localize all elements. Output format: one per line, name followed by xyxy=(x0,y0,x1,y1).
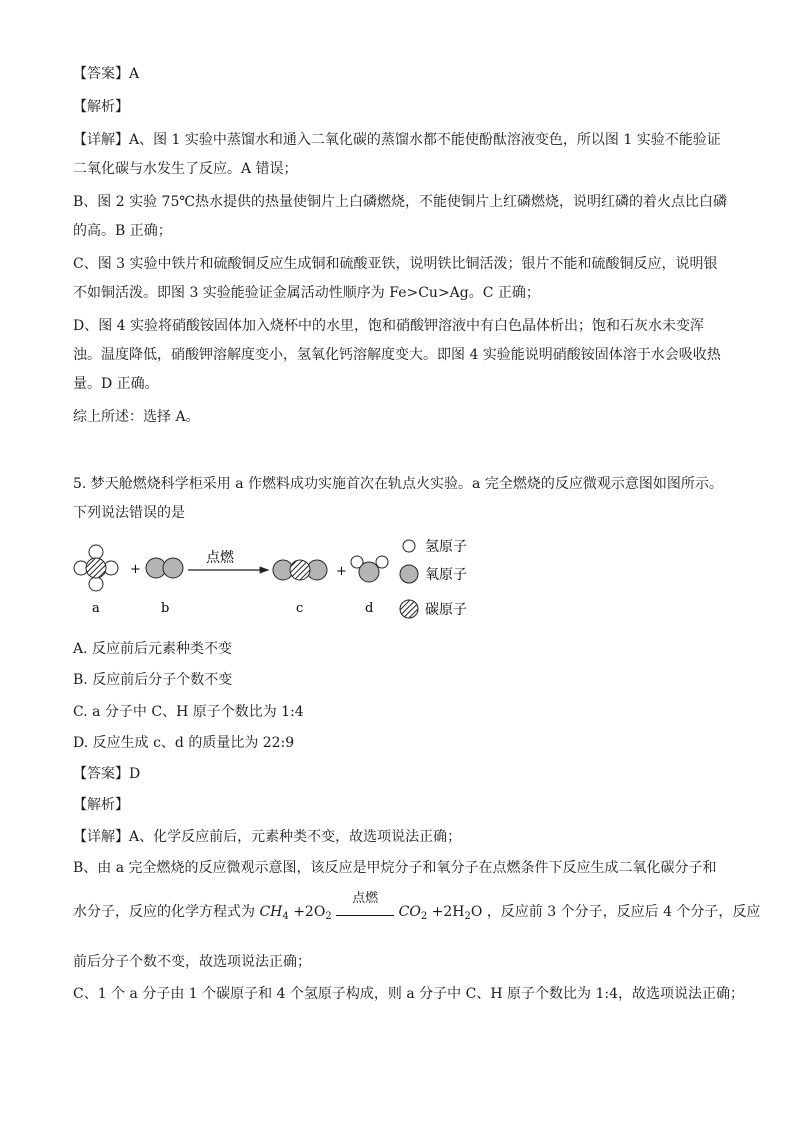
reaction-condition: 点燃 xyxy=(336,905,394,916)
hydrogen-atom xyxy=(89,545,103,559)
detail-line: 二氧化碳与水发生了反应。A 错误； xyxy=(73,161,298,177)
carbon-atom xyxy=(86,558,106,578)
molecule-label: a xyxy=(92,601,100,616)
answer-label: 【答案】A xyxy=(73,66,140,82)
formula-ch4: CH xyxy=(259,904,283,920)
carbon-atom xyxy=(290,560,310,580)
option-b: B. 反应前后分子个数不变 xyxy=(73,672,233,688)
equation-line: 水分子，反应的化学方程式为 $CH_4 +2O_2$ 点燃 $CO_2 +2H_2O$ ，反应前 3 个分子，反应后 4 个分子，反应 xyxy=(73,891,761,922)
option-d: D. 反应生成 c、d 的质量比为 22:9 xyxy=(73,735,295,751)
detail-text: ，反应前 3 个分子，反应后 4 个分子，反应 xyxy=(486,904,761,920)
legend-label: 碳原子 xyxy=(425,602,467,618)
plus-sign: + xyxy=(336,564,347,579)
detail-text: 水分子，反应的化学方程式为 xyxy=(73,904,255,920)
detail-line: 【详解】A、化学反应前后，元素种类不变，故选项说法正确； xyxy=(73,829,462,845)
detail-line: 量。D 正确。 xyxy=(73,376,159,392)
molecule-label: b xyxy=(161,601,170,616)
detail-line: 【详解】A、图 1 实验中蒸馏水和通入二氧化碳的蒸馏水都不能使酚酞溶液变色，所以图 1 实验不能验证 xyxy=(73,132,721,148)
detail-line: 前后分子个数不变，故选项说法正确； xyxy=(73,954,311,970)
detail-line: D、图 4 实验将硝酸铵固体加入烧杯中的水里，饱和硝酸钾溶液中有白色晶体析出；饱和石灰水未变浑 xyxy=(73,318,705,334)
legend-oxygen-icon xyxy=(400,565,418,583)
summary-line: 综上所述：选择 A。 xyxy=(73,409,200,425)
option-c: C. a 分子中 C、H 原子个数比为 1:4 xyxy=(73,704,304,720)
legend-carbon-icon xyxy=(400,600,418,618)
detail-line: 不如铜活泼。即图 3 实验能验证金属活动性顺序为 Fe>Cu>Ag。C 正确； xyxy=(73,285,540,301)
oxygen-atom xyxy=(359,562,379,582)
legend xyxy=(400,539,467,618)
hydrogen-atom xyxy=(89,577,103,591)
detail-line: 的高。B 正确； xyxy=(73,223,172,239)
reaction-diagram xyxy=(70,532,490,624)
legend-label: 氧原子 xyxy=(425,567,467,583)
detail-line: 浊。温度降低，硝酸钾溶解度变小，氢氧化钙溶解度变大。即图 4 实验能说明硝酸铵固体溶于水会吸收热 xyxy=(73,347,721,363)
water-molecule xyxy=(351,556,388,582)
legend-label: 氢原子 xyxy=(425,539,467,555)
arrow-condition: 点燃 xyxy=(206,550,234,566)
molecule-label: c xyxy=(296,601,304,616)
oxygen-molecule xyxy=(146,558,183,578)
methane-molecule xyxy=(74,545,118,591)
option-a: A. 反应前后元素种类不变 xyxy=(73,641,233,657)
analysis-label: 【解析】 xyxy=(73,797,129,813)
question-stem: 下列说法错误的是 xyxy=(73,505,185,521)
plus-sign: + xyxy=(130,562,141,577)
question-stem: 5. 梦天舱燃烧科学柜采用 a 作燃料成功实施首次在轨点火实验。a 完全燃烧的反应微观示意图如图所示。 xyxy=(73,476,723,492)
detail-line: B、图 2 实验 75℃热水提供的热量使铜片上白磷燃烧，不能使铜片上红磷燃烧，说明红磷的着火点比白磷 xyxy=(73,194,728,210)
oxygen-atom xyxy=(163,558,183,578)
hydrogen-atom xyxy=(376,556,388,568)
legend-hydrogen-icon xyxy=(403,540,415,552)
formula-co2: CO xyxy=(398,904,421,920)
detail-line: C、1 个 a 分子由 1 个碳原子和 4 个氢原子构成，则 a 分子中 C、H 原子个数比为 1:4，故选项说法正确； xyxy=(73,986,744,1002)
detail-line: C、图 3 实验中铁片和硫酸铜反应生成铜和硫酸亚铁，说明铁比铜活泼；银片不能和硫酸铜反应，说明银 xyxy=(73,256,718,272)
detail-line: B、由 a 完全燃烧的反应微观示意图，该反应是甲烷分子和氧分子在点燃条件下反应生成二氧化碳分子和 xyxy=(73,860,717,876)
answer-label: 【答案】D xyxy=(73,766,141,782)
analysis-label: 【解析】 xyxy=(73,99,129,115)
carbon-dioxide-molecule xyxy=(273,560,327,580)
molecule-label: d xyxy=(365,601,374,616)
